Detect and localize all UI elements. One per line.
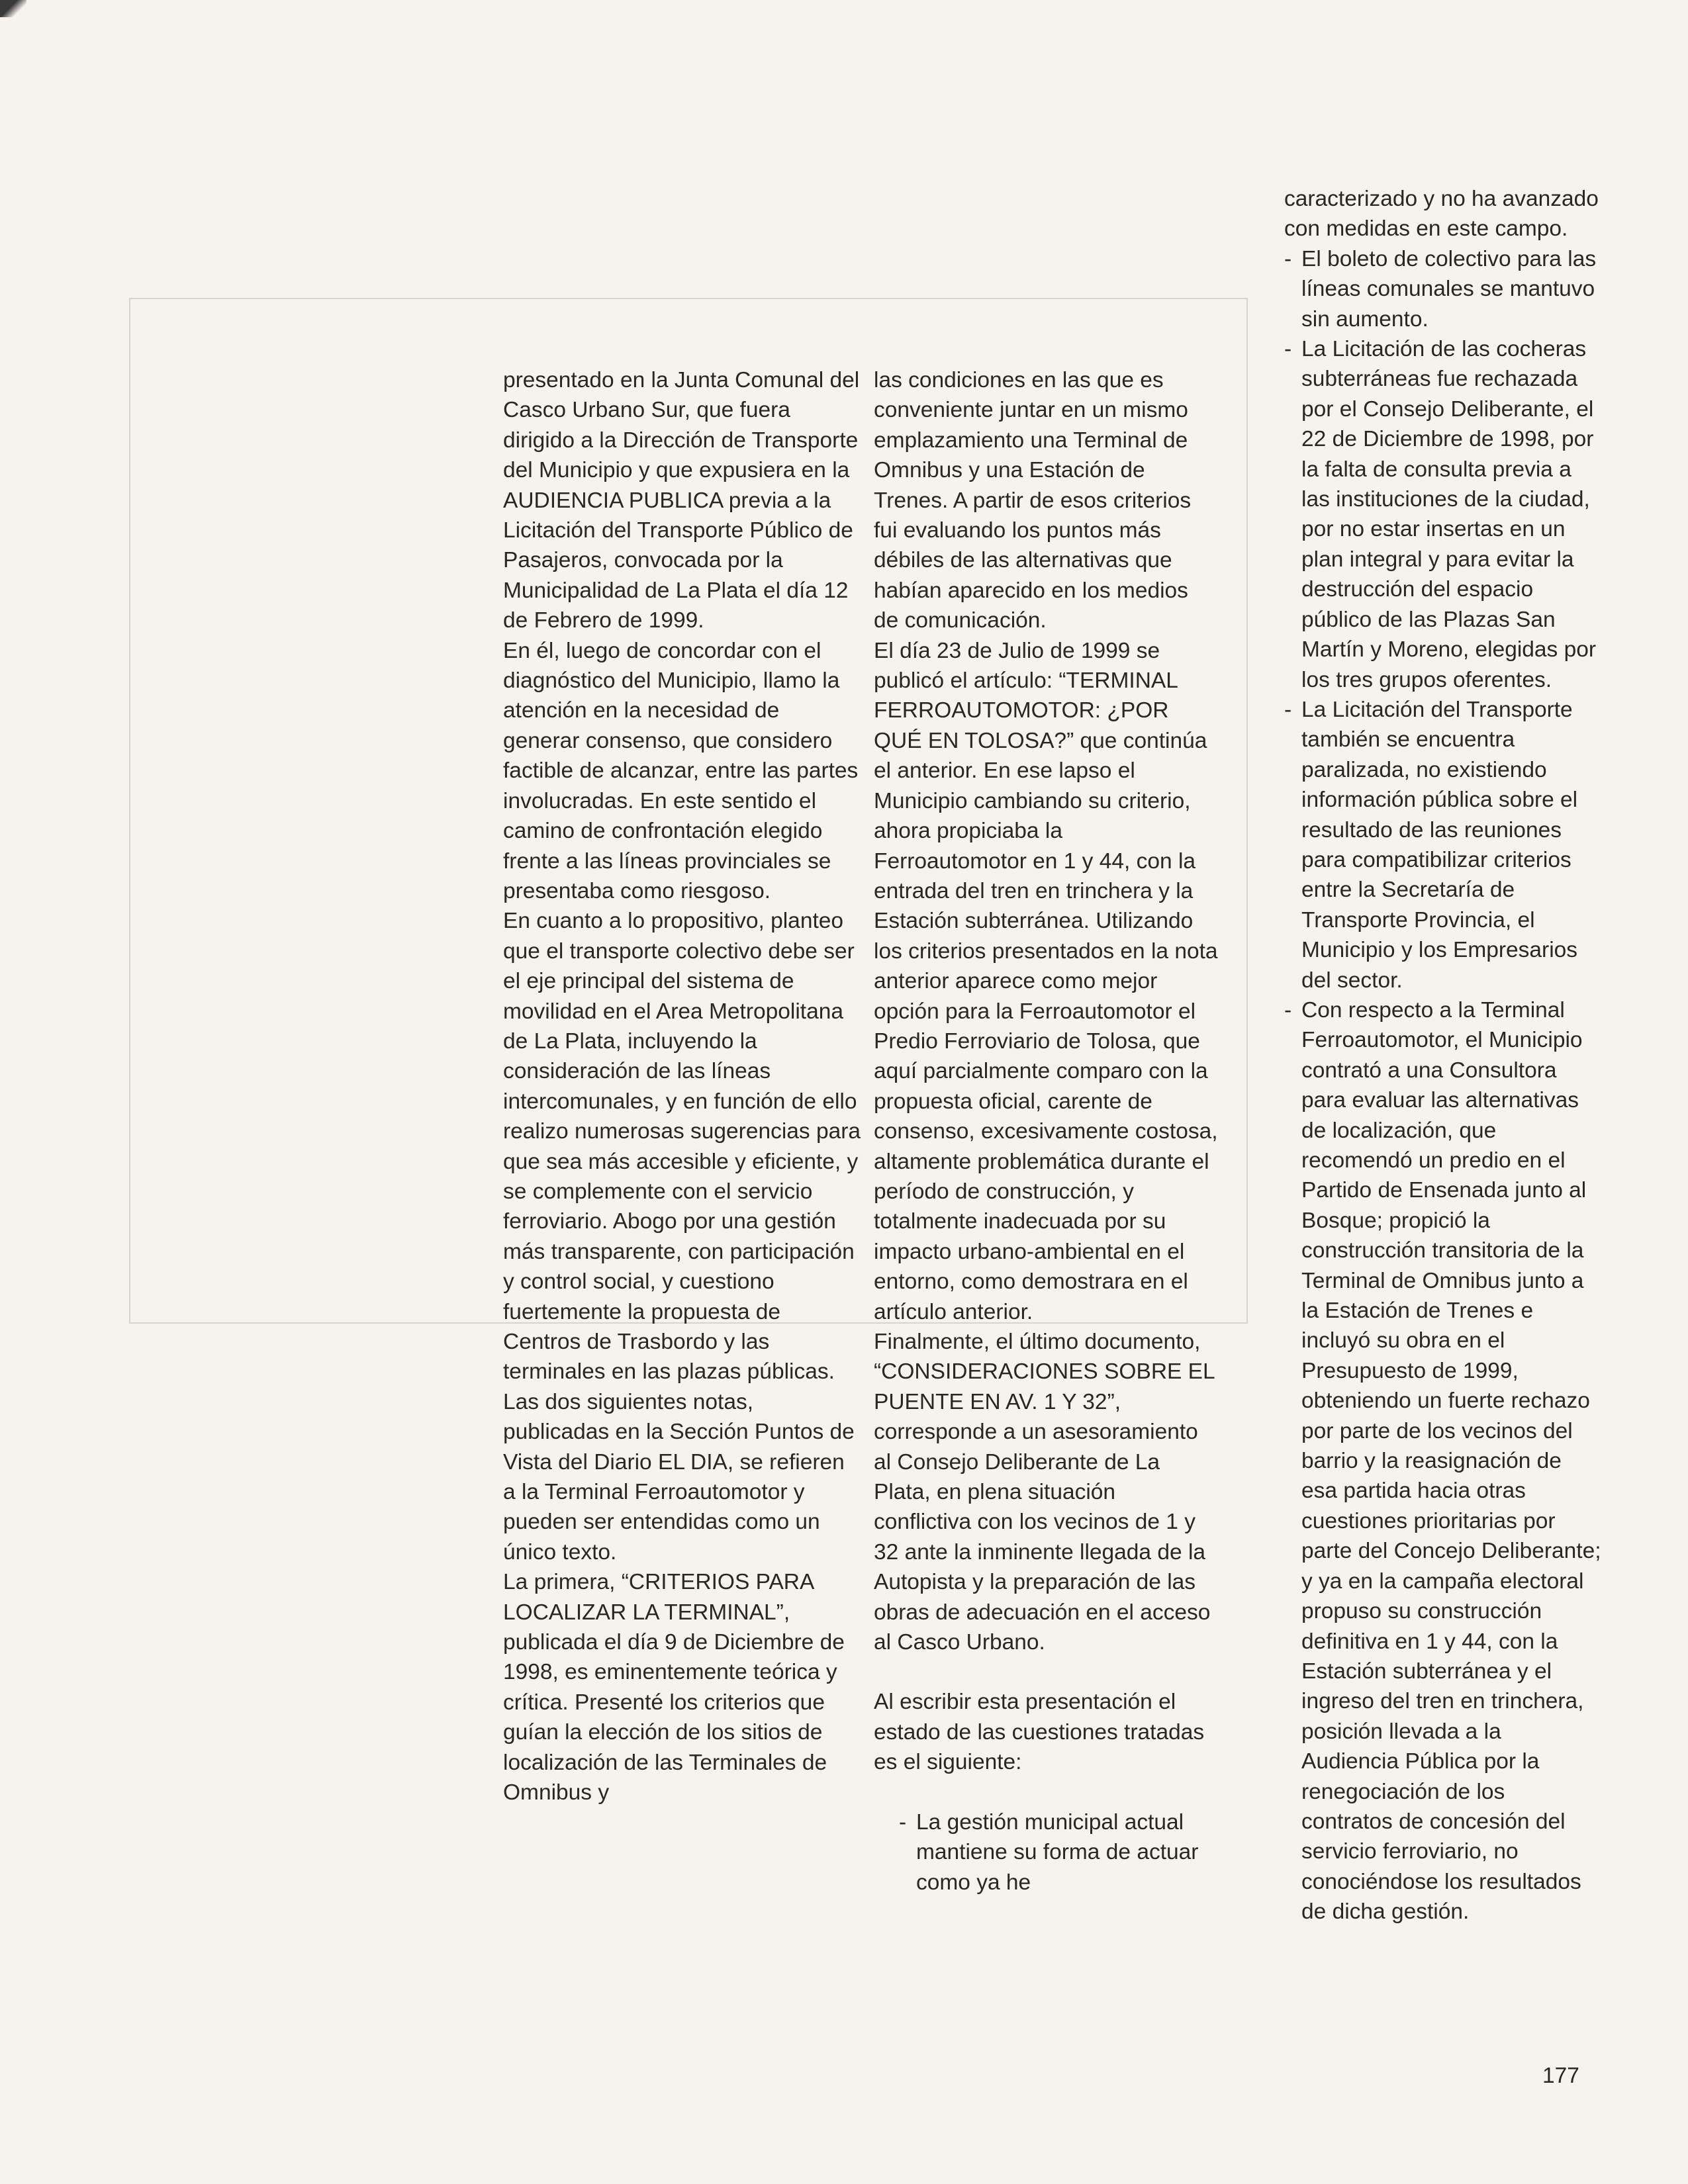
bullet-text: La Licitación del Transporte también se encuentra paralizada, no existiendo información pública sobre el resultado de las reuniones para compatibilizar criterios entre la Secretaría de Transporte Provincia, el Municipio y los Empresarios del sector. (1301, 697, 1578, 993)
paragraph: Las dos siguientes notas, publicadas en la Sección Puntos de Vista del Diario EL DIA, se refieren a la Terminal Ferroautomotor y pueden ser entendidas como un único texto. (503, 1389, 855, 1565)
text-column-3 (1284, 184, 1602, 1927)
paragraph: El día 23 de Julio de 1999 se publicó el artículo: “TERMINAL FERROAUTOMOTOR: ¿POR QUÉ EN TOLOSA?” que continúa el anterior. En ese lapso el Municipio cambiando su criterio, ahora propiciaba la Ferroautomotor en 1 y 44, con la entrada del tren en trinchera y la Estación subterránea. Utilizando los criterios presentados en la nota anterior aparece como mejor opción para la Ferroautomotor el Predio Ferroviario de Tolosa, que aquí parcialmente comparo con la propuesta oficial, carente de consenso, excesivamente costosa, altamente problemática durante el período de construcción, y totalmente inadecuada por su impacto urbano-ambiental en el entorno, como demostrara en el artículo anterior. (874, 638, 1218, 1324)
bullet-item (1284, 695, 1602, 995)
bullet-text: El boleto de colectivo para las líneas comunales se mantuvo sin aumento. (1301, 246, 1597, 332)
bullet-item (1284, 995, 1602, 1927)
bullet-item (1284, 334, 1602, 695)
paragraph: Finalmente, el último documento, “CONSIDERACIONES SOBRE EL PUENTE EN AV. 1 Y 32”, corresponde a un asesoramiento al Consejo Deliberante de La Plata, en plena situación conflictiva con los vecinos de 1 y 32 ante la inminente llegada de la Autopista y la preparación de las obras de adecuación en el acceso al Casco Urbano. (874, 1330, 1215, 1655)
paragraph: En cuanto a lo propositivo, planteo que el transporte colectivo debe ser el eje principal del sistema de movilidad en el Area Metropolitana de La Plata, incluyendo la consideración de las líneas intercomunales, y en función de ello realizo numerosas sugerencias para que sea más accesible y eficiente, y se complemente con el servicio ferroviario. Abogo por una gestión más transparente, con participación y control social, y cuestiono fuertemente la propuesta de Centros de Trasbordo y las terminales en las plazas públicas. (503, 909, 861, 1385)
text-column-1 (503, 365, 861, 1808)
paragraph-gap (874, 1778, 1218, 1807)
dash-marker: - (1284, 697, 1292, 722)
paragraph: En él, luego de concordar con el diagnóstico del Municipio, llamo la atención en la necesidad de generar consenso, que considero factible de alcanzar, entre las partes involucradas. En este sentido el camino de confrontación elegido frente a las líneas provinciales se presentaba como riesgoso. (503, 638, 859, 903)
bullet-text: La gestión municipal actual mantiene su forma de actuar como ya he (916, 1809, 1199, 1895)
paragraph: presentado en la Junta Comunal del Casco Urbano Sur, que fuera dirigido a la Dirección de Transporte del Municipio y que expusiera en la AUDIENCIA PUBLICA previa a la Licitación del Transporte Público de Pasajeros, convocada por la Municipalidad de La Plata el día 12 de Febrero de 1999. (503, 368, 860, 633)
paragraph: Al escribir esta presentación el estado de las cuestiones tratadas es el siguiente: (874, 1690, 1205, 1775)
dash-marker: - (1284, 997, 1292, 1023)
dash-marker: - (899, 1809, 907, 1835)
paragraph-gap (874, 1657, 1218, 1687)
paragraph: La primera, “CRITERIOS PARA LOCALIZAR LA TERMINAL”, publicada el día 9 de Diciembre de 1998, es eminentemente teórica y crítica. Presenté los criterios que guían la elección de los sitios de localización de las Terminales de Omnibus y (503, 1570, 845, 1805)
bullet-item (899, 1807, 1218, 1897)
bullet-text: La Licitación de las cocheras subterráneas fue rechazada por el Consejo Deliberante, el 22 de Diciembre de 1998, por la falta de consulta previa a las instituciones de la ciudad, por no estar insertas en un plan integral y para evitar la destrucción del espacio público de las Plazas San Martín y Moreno, elegidas por los tres grupos oferentes. (1301, 337, 1597, 692)
paragraph: caracterizado y no ha avanzado con medidas en este campo. (1284, 187, 1599, 242)
text-column-2 (874, 365, 1218, 1897)
page-number: 177 (1542, 2064, 1579, 2088)
paragraph: las condiciones en las que es conveniente juntar en un mismo emplazamiento una Terminal de Omnibus y una Estación de Trenes. A partir de esos criterios fui evaluando los puntos más débiles de las alternativas que habían aparecido en los medios de comunicación. (874, 368, 1192, 633)
dash-marker: - (1284, 246, 1292, 271)
dash-marker: - (1284, 337, 1292, 362)
scan-edge-shadow (0, 0, 26, 17)
bullet-text: Con respecto a la Terminal Ferroautomotor, el Municipio contrató a una Consultora para evaluar las alternativas de localización, que recomendó un predio en el Partido de Ensenada junto al Bosque; propició la construcción transitoria de la Terminal de Omnibus junto a la Estación de Trenes e incluyó su obra en el Presupuesto de 1999, obteniendo un fuerte rechazo por parte de los vecinos del barrio y la reasignación de esa partida hacia otras cuestiones prioritarias por parte del Concejo Deliberante; y ya en la campaña electoral propuso su construcción definitiva en 1 y 44, con la Estación subterránea y el ingreso del tren en trinchera, posición llevada a la Audiencia Pública por la renegociación de los contratos de concesión del servicio ferroviario, no conociéndose los resultados de dicha gestión. (1301, 997, 1601, 1925)
bullet-item (1284, 244, 1602, 334)
